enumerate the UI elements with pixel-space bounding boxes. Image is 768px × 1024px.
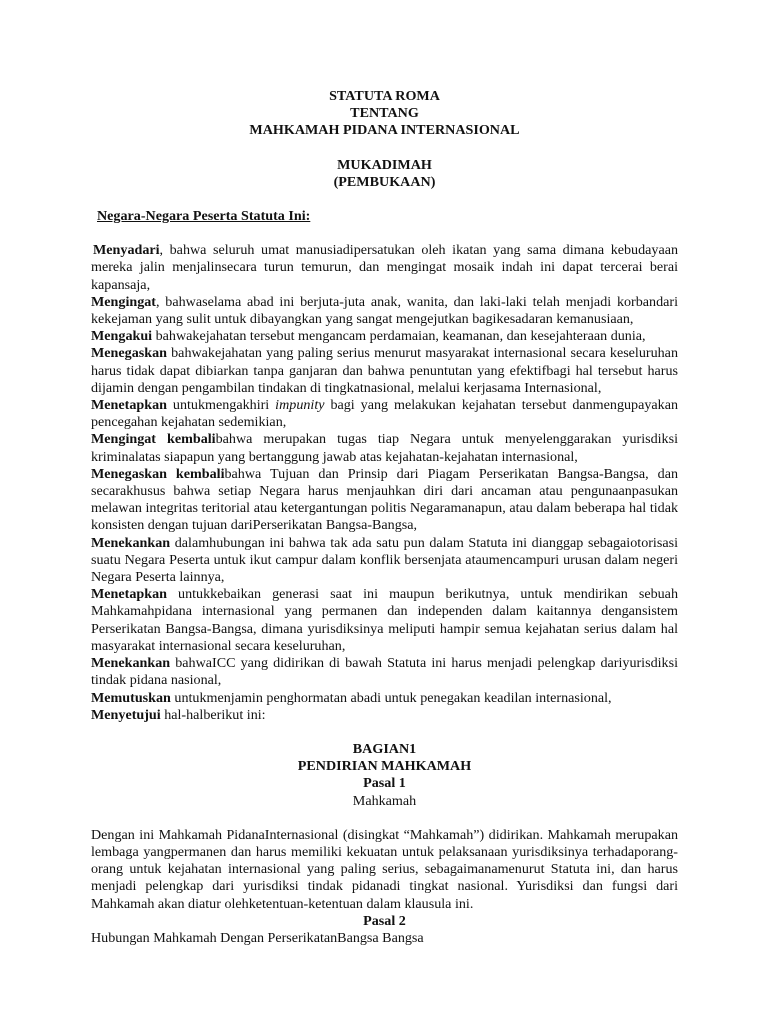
clause: Memutuskan untukmenjamin penghormatan abadi untuk penegakan keadilan internasional, [91,689,612,706]
document-title-line-3: MAHKAMAH PIDANA INTERNASIONAL [249,122,520,139]
clause: Menekankan dalamhubungan ini bahwa tak ada satu pun dalam Statuta ini dianggap sebagaiotorisasi suatu Negara Peserta untuk ikut campur dalam konflik bersenjata ataumencampuri urusan dalam negeri Negara Peserta lainnya, [91,534,678,586]
clause: Menyetujui hal-halberikut ini: [91,706,266,723]
document-page [91,88,678,947]
preamble-heading: MUKADIMAH [337,156,432,173]
preamble-subheading: (PEMBUKAAN) [333,173,436,190]
article-2-number: Pasal 2 [363,912,406,929]
clause: Menegaskan kembalibahwa Tujuan dan Prinsip dari Piagam Perserikatan Bangsa-Bangsa, dan secarakhusus bahwa setiap Negara harus menjauhkan diri dari ancaman atau pengunaanpasukan melawan integritas teritorial atau ketergantungan politis Negaramanapun, atau dalam beberapa hal tidak konsisten dengan tujuan dariPerserikatan Bangsa-Bangsa, [91,465,679,534]
article-1-body: Dengan ini Mahkamah PidanaInternasional (disingkat “Mahkamah”) didirikan. Mahkamah merupakan lembaga yangpermanen dan harus memiliki kekuatan untuk pelaksanaan yurisdiksinya terhadaporang-orang untuk kejahatan internasional yang paling serius, sebagaimanamenurut Statuta ini, dan harus menjadi pelengkap dari yurisdiksi tindak pidanadi tingkat nasional. Yurisdiksi dan fungsi dari Mahkamah akan diatur olehketentuan-ketentuan dalam klausula ini. [91,826,678,912]
article-1-number: Pasal 1 [363,775,406,792]
clause: Menetapkan untukmengakhiri impunity bagi yang melakukan kejahatan tersebut danmengupayakan pencegahan kejahatan sedemikian, [91,397,678,431]
preamble-clauses [91,242,678,724]
clause: Mengingat, bahwaselama abad ini berjuta-juta anak, wanita, dan laki-laki telah menjadi korbandari kekejaman yang sulit untuk dibayangkan yang sangat mengejutkan bagikesadaran kemanusiaan, [91,293,678,328]
signatories-heading: Negara-Negara Peserta Statuta Ini: [97,208,311,225]
part-number: BAGIAN1 [352,740,417,757]
document-title-line-2: TENTANG [350,105,419,122]
article-2-title: Hubungan Mahkamah Dengan PerserikatanBangsa Bangsa [91,929,424,946]
clause: Mengakui bahwakejahatan tersebut mengancam perdamaian, keamanan, dan kesejahteraan dunia, [91,328,646,345]
clause: Menetapkan untukkebaikan generasi saat ini maupun berikutnya, untuk mendirikan sebuah Mahkamahpidana internasional yang permanen dan independen dalam kaitannya dengansistem Perserikatan Bangsa-Bangsa, dimana yurisdiksinya meliputi hampir semua kejahatan serius dalam hal masyarakat internasional secara keseluruhan, [91,586,678,654]
article-1-title: Mahkamah [352,792,417,809]
clause: Menekankan bahwaICC yang didirikan di bawah Statuta ini harus menjadi pelengkap dariyurisdiksi tindak pidana nasional, [91,655,678,689]
clause: Mengingat kembalibahwa merupakan tugas tiap Negara untuk menyelenggarakan yurisdiksi kriminalatas siapapun yang bertanggung jawab atas kejahatan-kejahatan internasional, [91,431,679,465]
clause: Menegaskan bahwakejahatan yang paling serius menurut masyarakat internasional secara keseluruhan harus tidak dapat dibiarkan tanpa ganjaran dan bahwa penuntutan yang efektifbagi hal tersebut harus dijamin dengan pengambilan tindakan di tingkatnasional, melalui kerjasama Internasional, [91,345,678,396]
part-title: PENDIRIAN MAHKAMAH [297,758,472,775]
clause: Menyadari, bahwa seluruh umat manusiadipersatukan oleh ikatan yang sama dimana kebudayaan mereka jalin menjalinsecara turun temurun, dan mengingat mosaik indah ini dapat tercerai berai kapansaja, [91,242,678,293]
document-title-line-1: STATUTA ROMA [329,88,440,104]
